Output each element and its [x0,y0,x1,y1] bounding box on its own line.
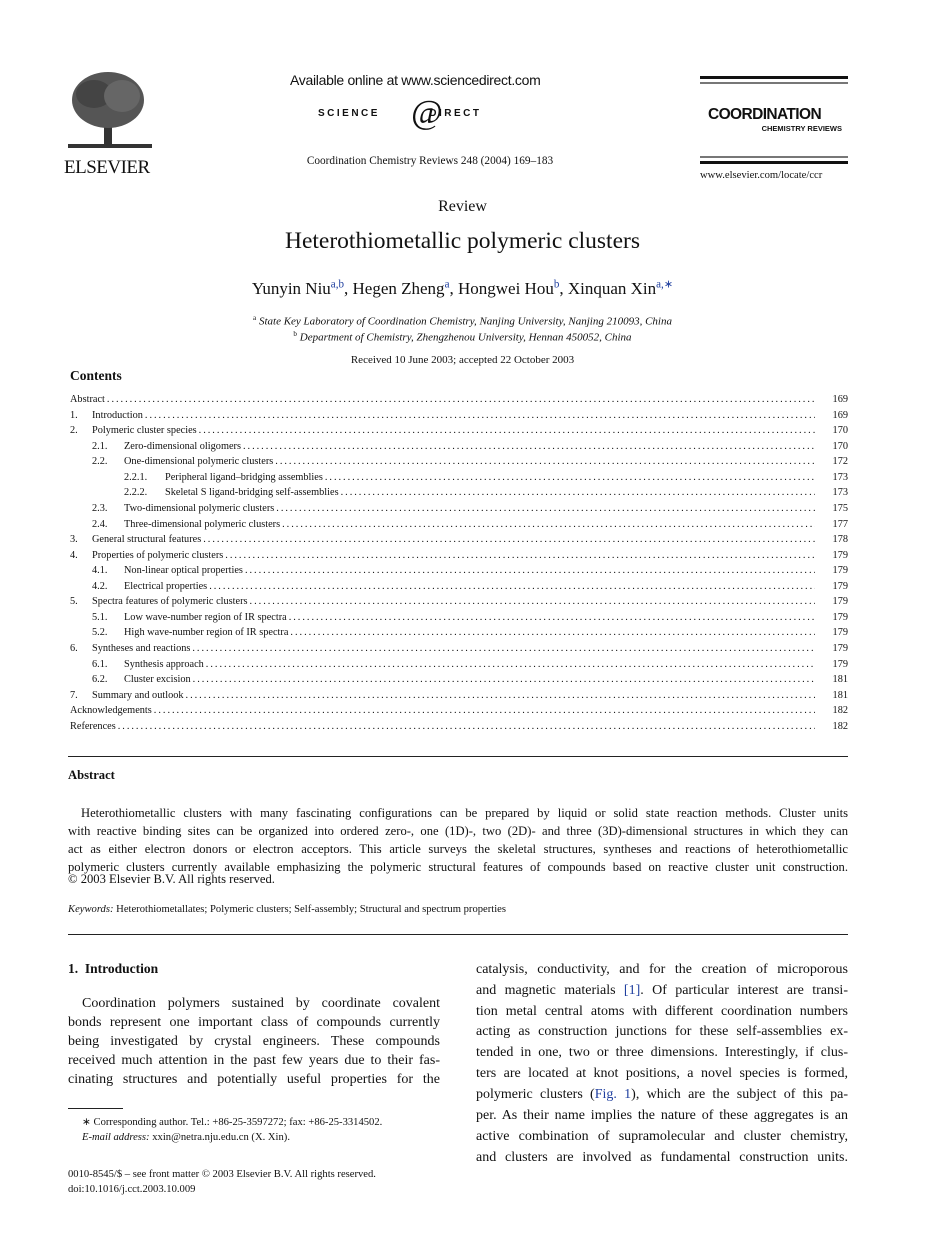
toc-entry-title: Zero-dimensional oligomers [124,440,241,452]
available-online: Available online at www.sciencedirect.com [290,72,541,88]
toc-dot-leader [206,657,815,673]
toc-dot-leader [282,517,815,533]
divider [68,756,848,757]
toc-entry[interactable] [70,594,848,610]
toc-entry[interactable] [70,657,848,673]
toc-entry-number: 1. [70,409,78,421]
toc-entry-page: 178 [832,534,848,546]
journal-url[interactable]: www.elsevier.com/locate/ccr [700,170,823,181]
body-line: ters are located at knot positions, a novel species is formed, [476,1066,848,1081]
toc-entry-number: 2. [70,425,78,437]
toc-dot-leader [199,423,815,439]
body-line: tended in one, two or three dimensions. Interestingly, if clus- [476,1045,848,1060]
toc-entry-page: 179 [832,549,848,561]
toc-dot-leader [276,501,815,517]
journal-logo-line2: CHEMISTRY REVIEWS [761,124,842,133]
toc-entry-title: Spectra features of polymeric clusters [92,596,248,608]
body-line: acting as construction junctions for these self-assemblies ex- [476,1024,848,1039]
toc-entry-title: Skeletal S ligand-bridging self-assemblies [165,487,339,499]
abstract-heading: Abstract [68,768,115,782]
toc-entry-page: 179 [832,627,848,639]
body-line: catalysis, conductivity, and for the creation of microporous [476,962,848,977]
toc-entry[interactable] [70,517,848,533]
toc-entry[interactable] [70,454,848,470]
toc-entry-title: Low wave-number region of IR spectra [124,611,287,623]
elsevier-tree-icon [64,70,156,150]
table-of-contents [70,392,848,734]
toc-entry-page: 173 [832,471,848,483]
toc-entry-title: High wave-number region of IR spectra [124,627,289,639]
toc-dot-leader [275,454,815,470]
body-line: received much attention in the past few years due to their fas- [68,1053,440,1068]
toc-entry[interactable] [70,392,848,408]
author: Hegen Zheng$^a$, [352,278,458,298]
divider [68,934,848,935]
toc-entry[interactable] [70,641,848,657]
figure-link[interactable]: Fig. 1 [594,1087,632,1102]
toc-entry-number: 2.4. [92,518,108,530]
abstract-line: polymeric clusters currently available emphasizing the polymeric structural features of compounds based on reactive cluster unit construction. [68,860,848,874]
toc-entry-number: 4.1. [92,565,108,577]
toc-entry-title: Syntheses and reactions [92,643,191,654]
publisher-name: ELSEVIER [64,157,150,178]
toc-dot-leader [243,439,815,455]
toc-dot-leader [192,641,815,657]
toc-entry-page: 175 [832,502,848,514]
toc-entry-title: Peripheral ligand–bridging assemblies [165,471,323,483]
toc-dot-leader [107,392,815,408]
received-dates: Received 10 June 2003; accepted 22 October 2003 [350,354,575,366]
affiliation-link[interactable]: b [553,278,560,290]
toc-entry-page: 169 [832,394,848,405]
toc-entry-number: 2.2.2. [124,487,148,499]
toc-entry[interactable] [70,672,848,688]
toc-entry-title: Polymeric cluster species [92,425,197,437]
affiliation-link[interactable]: a [444,278,450,290]
author: Yunyin Niu$^{a,b}$, [251,278,353,298]
toc-entry-title: One-dimensional polymeric clusters [124,456,274,468]
section-heading-introduction: 1. Introduction [68,961,159,976]
toc-entry-title: Introduction [92,409,143,421]
toc-dot-leader [186,688,815,704]
toc-entry[interactable] [70,579,848,595]
corresponding-author-note: ∗ Corresponding author. Tel.: +86-25-3597272; fax: +86-25-3314502. [82,1117,383,1128]
toc-entry-number: 4.2. [92,580,108,592]
toc-entry-page: 169 [832,409,848,421]
toc-entry[interactable] [70,610,848,626]
article-title: Heterothiometallic polymeric clusters [285,228,640,254]
toc-entry-number: 5.2. [92,627,108,639]
toc-entry-page: 179 [832,596,848,608]
body-line: and magnetic materials [1]. Of particular interest are transi- [476,983,848,998]
toc-entry-title: General structural features [92,534,202,546]
toc-entry-title: Non-linear optical properties [124,565,243,577]
email-note: E-mail address: xxin@netra.nju.edu.cn (X. Xin). [82,1132,290,1143]
affiliation-a: $^a$ State Key Laboratory of Coordination Chemistry, Nanjing University, Nanjing 210093, China [253,314,672,328]
toc-entry[interactable] [70,470,848,486]
toc-dot-leader [154,703,815,719]
elsevier-logo [64,70,156,178]
toc-entry-number: 2.1. [92,440,108,452]
toc-entry-title: Two-dimensional polymeric clusters [124,502,275,514]
copyright-line: © 2003 Elsevier B.V. All rights reserved. [68,872,275,886]
toc-entry[interactable] [70,439,848,455]
toc-entry[interactable] [70,719,848,735]
abstract-line: Heterothiometallic clusters with many fascinating configurations can be prepared by liquid or solid state reaction methods. Cluster units [81,806,848,820]
toc-entry-page: 170 [832,425,848,437]
author-list [0,277,925,299]
toc-dot-leader [209,579,815,595]
keywords: Keywords: Heterothiometallates; Polymeric clusters; Self-assembly; Structural and spectrum properties [68,904,506,915]
toc-entry-page: 182 [832,705,848,717]
toc-entry-page: 181 [832,674,848,686]
toc-dot-leader [325,470,815,486]
affiliation-b: $^b$ Department of Chemistry, Zhengzhenou University, Hennan 450052, China [293,330,632,344]
abstract-line: act as either electron donors or electron acceptors. This article surveys the skeletal structures, syntheses and reactions of heterothiometallic [68,842,848,856]
journal-logo-line1: COORDINATION [708,106,822,123]
affiliation-link[interactable]: a,∗ [656,278,674,290]
toc-entry-page: 179 [832,580,848,592]
toc-entry-title: References [70,720,116,732]
footnote-rule [68,1108,123,1109]
toc-entry-number: 4. [70,549,78,561]
reference-link[interactable]: [1] [623,983,641,998]
toc-dot-leader [225,548,815,564]
toc-entry-page: 181 [832,689,848,701]
toc-entry-title: Cluster excision [124,674,191,686]
toc-dot-leader [289,610,815,626]
toc-entry-title: Synthesis approach [124,658,204,670]
toc-entry-number: 2.3. [92,502,108,514]
body-line: Coordination polymers sustained by coordinate covalent [82,996,440,1011]
toc-entry[interactable] [70,563,848,579]
toc-entry[interactable] [70,688,848,704]
toc-entry-title: Abstract [70,394,105,405]
toc-entry[interactable] [70,423,848,439]
toc-dot-leader [118,719,815,735]
body-line: and clusters are involved as fundamental construction units. [476,1150,848,1165]
toc-entry-title: Acknowledgements [70,705,152,717]
toc-dot-leader [203,532,815,548]
toc-entry-number: 7. [70,689,78,701]
toc-entry[interactable] [70,501,848,517]
toc-dot-leader [145,408,815,424]
toc-entry-page: 170 [832,440,848,452]
toc-entry-number: 6.2. [92,674,108,686]
body-line: tion metal central atoms with different coordination numbers [476,1004,848,1019]
at-icon: @ [411,94,443,131]
body-line: being investigated by crystal engineers. These compounds [68,1034,440,1049]
toc-entry-number: 2.2.1. [124,471,148,483]
sciencedirect-logo-text: SCIENCE DIRECT [318,108,482,119]
toc-entry-page: 179 [832,565,848,577]
abstract-line: with reactive binding sites can be organized into ordered zero-, one (1D)-, two (2D)- and three (3D)-dimensional structures in which they can [68,824,848,838]
toc-entry-title: Three-dimensional polymeric clusters [124,518,281,530]
toc-dot-leader [290,625,815,641]
toc-entry[interactable] [70,625,848,641]
sciencedirect-logo [318,96,548,134]
toc-entry[interactable] [70,485,848,501]
toc-entry-number: 3. [70,534,78,546]
toc-entry[interactable] [70,408,848,424]
body-line: bonds represent one important class of compounds currently [68,1015,440,1030]
toc-entry-page: 172 [832,456,848,468]
author: Xinquan Xin$^{a,∗}$ [567,278,674,298]
toc-entry[interactable] [70,548,848,564]
toc-entry-title: Properties of polymeric clusters [92,549,224,561]
toc-entry-title: Summary and outlook [92,689,184,701]
toc-entry-page: 182 [832,720,848,732]
body-line: polymeric clusters (Fig. 1), which are the subject of this pa- [476,1087,848,1102]
toc-entry-page: 179 [832,658,848,670]
toc-entry[interactable] [70,532,848,548]
body-line: cinating structures and potentially useful properties for the [68,1072,440,1087]
toc-entry-number: 2.2. [92,456,108,468]
toc-entry-number: 6.1. [92,658,108,670]
toc-entry-number: 5.1. [92,611,108,623]
journal-reference: Coordination Chemistry Reviews 248 (2004) 169–183 [306,155,554,167]
toc-dot-leader [193,672,815,688]
author: Hongwei Hou$^b$, [457,278,568,298]
email-address[interactable]: xxin@netra.nju.edu.cn (X. Xin). [152,1132,290,1143]
toc-entry-page: 177 [832,518,848,530]
toc-entry-number: 5. [70,596,78,608]
toc-entry-page: 179 [832,611,848,623]
toc-entry-title: Electrical properties [124,580,208,592]
body-line: active combination of supramolecular and cluster chemistry, [476,1129,848,1144]
journal-logo [700,76,848,191]
toc-entry-page: 179 [832,643,848,654]
article-type: Review [438,198,487,215]
doi-line[interactable]: doi:10.1016/j.cct.2003.10.009 [68,1184,196,1195]
toc-entry-page: 173 [832,487,848,499]
affiliation-link[interactable]: a,b [330,278,344,290]
toc-dot-leader [245,563,815,579]
toc-dot-leader [250,594,815,610]
toc-dot-leader [341,485,815,501]
toc-entry[interactable] [70,703,848,719]
issn-line: 0010-8545/$ – see front matter © 2003 Elsevier B.V. All rights reserved. [68,1169,376,1180]
toc-entry-number: 6. [70,643,78,654]
contents-heading: Contents [70,368,122,383]
body-line: per. As their name implies the nature of these aggregates is an [476,1108,848,1123]
